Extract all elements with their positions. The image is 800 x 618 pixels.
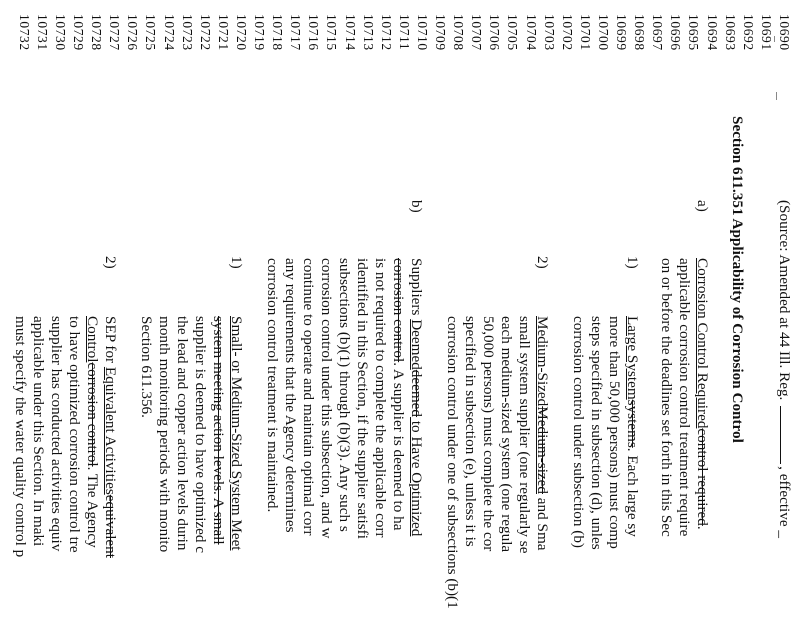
item-b1-text: Section 611.356. [138, 316, 155, 418]
line-number: 10727 [107, 14, 123, 51]
item-b2-text: SEP for Equivalent Activitiesequivalent [102, 316, 119, 558]
line-number: 10690 [777, 14, 792, 51]
subsection-a-text: on or before the deadlines set forth in this Sec [658, 258, 675, 537]
item-a2-text: 50,000 persons) must complete the cor [480, 316, 497, 552]
subsection-a-heading: Corrosion Control Requiredcontrol required. [694, 258, 711, 530]
line-number: 10699 [614, 14, 630, 51]
line-number: 10725 [143, 14, 159, 51]
subsection-b-text: continue to operate and maintain optimal corr [300, 258, 317, 536]
line-number: 10711 [396, 14, 412, 51]
item-b2-text: to have optimized corrosion control tre [66, 316, 83, 553]
line-number: 10705 [505, 14, 521, 51]
item-b2-label: 2) [102, 256, 119, 269]
subsection-a-text: applicable corrosion control treatment require [676, 258, 693, 537]
item-a2-text: small system supplier (one regularly se [516, 316, 533, 554]
line-number: 10697 [650, 14, 666, 51]
line-number: 10724 [161, 14, 177, 51]
item-a1-text: more than 50,000 persons) must comp [606, 316, 623, 549]
line-number: 10728 [89, 14, 105, 51]
item-a2-text: each medium-sized system (one regula [498, 316, 515, 553]
line-number: 10691 [758, 14, 774, 51]
line-number: 10701 [577, 14, 593, 51]
subsection-b-text: identified in this Section, if the supplier satisfi [354, 258, 371, 539]
line-number: 10726 [125, 14, 141, 51]
scan-mark [774, 36, 775, 42]
subsection-b-text: any requirements that the Agency determines [282, 258, 299, 533]
line-number: 10707 [469, 14, 485, 51]
subsection-a-label: a) [694, 200, 711, 212]
subsection-b-text: subsections (b)(1) through (b)(3). Any such s [336, 258, 353, 532]
item-b1-text: the lead and copper action levels durin [174, 316, 191, 551]
line-number: 10721 [215, 14, 231, 51]
line-number: 10693 [722, 14, 738, 51]
item-a2-label: 2) [534, 256, 551, 269]
line-number: 10692 [740, 14, 756, 51]
line-number: 10714 [342, 14, 358, 51]
line-number: 10702 [559, 14, 575, 51]
line-number: 10695 [686, 14, 702, 51]
line-number: 10703 [541, 14, 557, 51]
line-number: 10723 [179, 14, 195, 51]
item-b1-label: 1) [228, 256, 245, 269]
item-b1-text: system meeting action levels. A small [210, 316, 227, 545]
line-number: 10713 [360, 14, 376, 51]
item-b1-text: month monitoring periods with monito [156, 316, 173, 553]
line-number: 10694 [704, 14, 720, 51]
item-a1-text: corrosion control under subsection (b) [570, 316, 587, 548]
line-number: 10700 [596, 14, 611, 51]
source-note [777, 200, 792, 538]
item-b1-text: supplier is deemed to have optimized c [192, 316, 209, 554]
line-number: 10720 [234, 14, 249, 51]
line-number: 10706 [487, 14, 503, 51]
line-number: 10717 [288, 14, 304, 51]
item-a2-text: corrosion control under one of subsections (b)(1 [444, 316, 461, 609]
item-b2-text: applicable under this Section. In maki [30, 316, 47, 547]
line-number: 10730 [53, 14, 68, 51]
line-number: 10722 [197, 14, 213, 51]
line-number: 10729 [71, 14, 87, 51]
subsection-b-text: corrosion control. A supplier is deemed to ha [390, 258, 407, 531]
section-heading: Section 611.351 Applicability of Corrosion Control [729, 116, 746, 443]
subsection-b-text: corrosion control under this subsection, and w [318, 258, 335, 539]
line-number: 10696 [668, 14, 684, 51]
subsection-b-text: corrosion control treatment is maintained. [264, 258, 281, 513]
line-number: 10698 [632, 14, 648, 51]
line-number: 10731 [34, 14, 50, 51]
date-blank [780, 406, 781, 464]
line-number: 10715 [324, 14, 340, 51]
item-a1-label: 1) [624, 256, 641, 269]
item-a2-text: specified in subsection (e), unless it is [462, 316, 479, 547]
line-number: 10708 [451, 14, 467, 51]
item-b1-text: Small- or Medium-Sized System Meet [228, 316, 245, 551]
subsection-b-heading: Suppliers Deemeddeemed to Have Optimized [408, 258, 425, 537]
item-b2-text: Controlcorrosion control. The Agency [84, 316, 101, 548]
source-suffix: , effective _ [776, 466, 793, 538]
item-a1-text: steps specified in subsection (d), unles [588, 316, 605, 550]
item-b2-text: supplier has conducted activities equiv [48, 316, 65, 552]
line-number: 10732 [16, 14, 32, 51]
subsection-b-text: is not required to complete the applicable corr [372, 258, 389, 538]
line-number: 10704 [523, 14, 539, 51]
item-b2-text: must specify the water quality control p [12, 316, 29, 558]
line-number: 10719 [252, 14, 268, 51]
line-number: 10712 [378, 14, 394, 51]
line-number: 10718 [270, 14, 286, 51]
line-number: 10716 [306, 14, 322, 51]
subsection-b-label: b) [408, 200, 425, 213]
item-a1-text: Large Systemsystems. Each large sy [624, 316, 641, 537]
line-number: 10709 [433, 14, 449, 51]
line-number: 10710 [415, 14, 430, 51]
item-a2-text: Medium-SizedMedium-sized and Sma [534, 316, 551, 551]
source-prefix: (Source: Amended at 44 Ill. Reg. [776, 200, 793, 401]
scan-mark [776, 92, 777, 100]
